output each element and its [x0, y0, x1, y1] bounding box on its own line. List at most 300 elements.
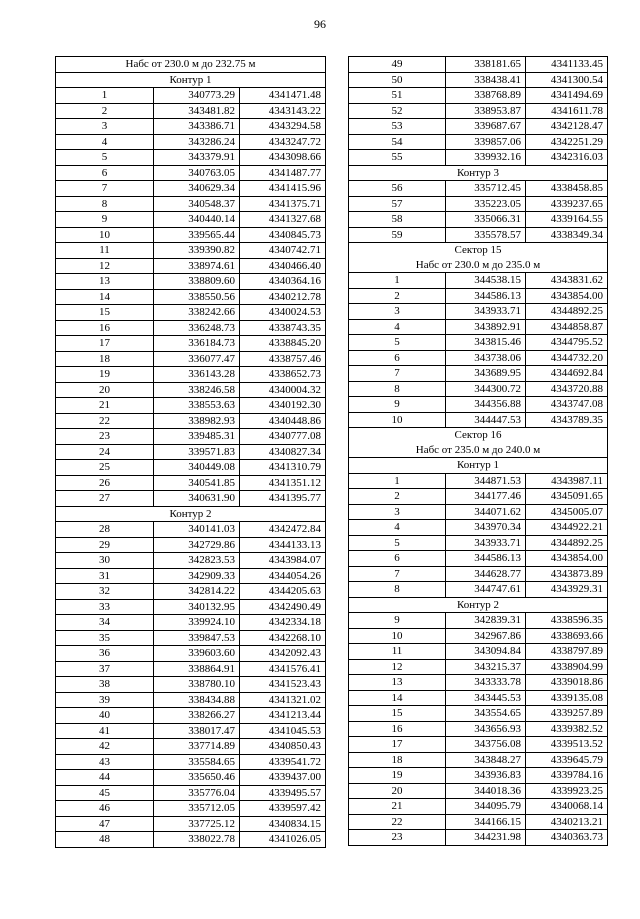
sector-range: Набс от 235.0 м до 240.0 м [415, 443, 541, 456]
coord-y: 4339237.65 [526, 196, 608, 212]
coord-x: 340763.05 [154, 165, 240, 181]
point-number: 11 [56, 243, 154, 259]
coord-x: 344177.46 [446, 489, 526, 505]
coord-x: 338242.66 [154, 305, 240, 321]
table-row [56, 491, 326, 507]
point-number: 50 [349, 72, 446, 88]
coord-y: 4343987.11 [526, 473, 608, 489]
table-row [349, 196, 608, 212]
point-number: 7 [349, 566, 446, 582]
coord-x: 340773.29 [154, 88, 240, 104]
coord-y: 4339164.55 [526, 212, 608, 228]
point-number: 55 [349, 150, 446, 166]
point-number: 9 [349, 613, 446, 629]
coord-x: 339924.10 [154, 615, 240, 631]
point-number: 38 [56, 677, 154, 693]
coord-x: 340631.90 [154, 491, 240, 507]
coord-x: 335584.65 [154, 754, 240, 770]
contour-label-row [56, 72, 326, 88]
sector-label: Сектор 15 [454, 244, 502, 256]
coord-y: 4340834.15 [240, 816, 326, 832]
coord-x: 339603.60 [154, 646, 240, 662]
point-number: 14 [349, 690, 446, 706]
coord-y: 4340742.71 [240, 243, 326, 259]
coord-x: 344586.13 [446, 551, 526, 567]
coord-y: 4344054.26 [240, 568, 326, 584]
coord-x: 343286.24 [154, 134, 240, 150]
coord-x: 342729.86 [154, 537, 240, 553]
coord-x: 339565.44 [154, 227, 240, 243]
table-row [349, 582, 608, 598]
table-row [56, 677, 326, 693]
coord-x: 343738.06 [446, 350, 526, 366]
coord-x: 335712.45 [446, 181, 526, 197]
coord-x: 338550.56 [154, 289, 240, 305]
coord-x: 338434.88 [154, 692, 240, 708]
point-number: 2 [349, 288, 446, 304]
coord-y: 4339597.42 [240, 801, 326, 817]
coord-y: 4343789.35 [526, 412, 608, 428]
table-row [349, 675, 608, 691]
coord-x: 336184.73 [154, 336, 240, 352]
table-row [349, 88, 608, 104]
table-row [349, 768, 608, 784]
point-number: 13 [56, 274, 154, 290]
point-number: 22 [56, 413, 154, 429]
coord-y: 4339541.72 [240, 754, 326, 770]
coord-y: 4341045.53 [240, 723, 326, 739]
point-number: 9 [56, 212, 154, 228]
point-number: 37 [56, 661, 154, 677]
table-row [56, 739, 326, 755]
coord-x: 343333.78 [446, 675, 526, 691]
coord-x: 338864.91 [154, 661, 240, 677]
coordinates-table-right [348, 56, 608, 846]
coord-x: 335650.46 [154, 770, 240, 786]
point-number: 42 [56, 739, 154, 755]
coord-x: 342839.31 [446, 613, 526, 629]
coord-x: 344447.53 [446, 412, 526, 428]
table-row [349, 304, 608, 320]
point-number: 35 [56, 630, 154, 646]
coord-x: 337725.12 [154, 816, 240, 832]
table-row [349, 72, 608, 88]
coord-x: 342814.22 [154, 584, 240, 600]
contour-label: Контур 2 [349, 597, 608, 613]
coord-x: 339390.82 [154, 243, 240, 259]
coord-y: 4338596.35 [526, 613, 608, 629]
contour-label: Контур 3 [349, 165, 608, 181]
coord-y: 4342092.43 [240, 646, 326, 662]
point-number: 33 [56, 599, 154, 615]
table-row [56, 537, 326, 553]
coord-y: 4341375.71 [240, 196, 326, 212]
table-row [349, 799, 608, 815]
coord-y: 4339784.16 [526, 768, 608, 784]
sector-header [349, 243, 608, 273]
coord-y: 4340192.30 [240, 398, 326, 414]
coord-x: 335776.04 [154, 785, 240, 801]
table-row [56, 475, 326, 491]
contour-label-row [349, 597, 608, 613]
contour-label-row [349, 458, 608, 474]
table-row [349, 397, 608, 413]
point-number: 41 [56, 723, 154, 739]
sector-header-row [349, 243, 608, 273]
coord-x: 343386.71 [154, 119, 240, 135]
point-number: 29 [56, 537, 154, 553]
point-number: 18 [349, 752, 446, 768]
table-row [56, 336, 326, 352]
point-number: 12 [349, 659, 446, 675]
table-row [349, 288, 608, 304]
coord-x: 335223.05 [446, 196, 526, 212]
table-row [56, 413, 326, 429]
point-number: 21 [56, 398, 154, 414]
table-row [56, 258, 326, 274]
table-row [349, 181, 608, 197]
point-number: 11 [349, 644, 446, 660]
coord-x: 343554.65 [446, 706, 526, 722]
coord-y: 4340845.73 [240, 227, 326, 243]
point-number: 3 [349, 504, 446, 520]
table-row [56, 289, 326, 305]
table-row [349, 520, 608, 536]
point-number: 1 [349, 273, 446, 289]
point-number: 53 [349, 119, 446, 135]
coord-x: 342909.33 [154, 568, 240, 584]
table-row [349, 350, 608, 366]
point-number: 20 [349, 783, 446, 799]
coord-x: 343756.08 [446, 737, 526, 753]
sector-range: Набс от 230.0 м до 235.0 м [415, 258, 541, 271]
coord-y: 4343929.31 [526, 582, 608, 598]
table-row [56, 382, 326, 398]
point-number: 56 [349, 181, 446, 197]
table-row [56, 832, 326, 848]
table-row [56, 274, 326, 290]
point-number: 5 [349, 335, 446, 351]
coord-y: 4341351.12 [240, 475, 326, 491]
point-number: 24 [56, 444, 154, 460]
point-number: 2 [349, 489, 446, 505]
point-number: 19 [349, 768, 446, 784]
point-number: 22 [349, 814, 446, 830]
coord-y: 4338743.35 [240, 320, 326, 336]
coord-y: 4341471.48 [240, 88, 326, 104]
coord-x: 344356.88 [446, 397, 526, 413]
coord-y: 4342128.47 [526, 119, 608, 135]
coord-x: 336248.73 [154, 320, 240, 336]
coord-x: 342967.86 [446, 628, 526, 644]
table-row [56, 351, 326, 367]
coord-x: 340141.03 [154, 522, 240, 538]
table-row [349, 57, 608, 73]
coord-x: 338780.10 [154, 677, 240, 693]
table-row [56, 444, 326, 460]
coord-y: 4338349.34 [526, 227, 608, 243]
coord-y: 4341487.77 [240, 165, 326, 181]
point-number: 40 [56, 708, 154, 724]
table-row [56, 584, 326, 600]
coord-y: 4343831.62 [526, 273, 608, 289]
table-row [56, 320, 326, 336]
point-number: 17 [56, 336, 154, 352]
table-row [349, 227, 608, 243]
coord-x: 338982.93 [154, 413, 240, 429]
coord-x: 338953.87 [446, 103, 526, 119]
coord-x: 339687.67 [446, 119, 526, 135]
coord-y: 4341415.96 [240, 181, 326, 197]
sector-label: Сектор 16 [454, 429, 502, 441]
coord-y: 4340212.78 [240, 289, 326, 305]
table-row [56, 599, 326, 615]
point-number: 52 [349, 103, 446, 119]
coord-y: 4345091.65 [526, 489, 608, 505]
coord-y: 4340004.32 [240, 382, 326, 398]
coord-y: 4343747.08 [526, 397, 608, 413]
point-number: 36 [56, 646, 154, 662]
coord-y: 4340364.16 [240, 274, 326, 290]
coord-x: 339847.53 [154, 630, 240, 646]
coord-x: 340541.85 [154, 475, 240, 491]
coord-y: 4341133.45 [526, 57, 608, 73]
table-row [349, 366, 608, 382]
contour-label: Контур 1 [349, 458, 608, 474]
point-number: 4 [349, 319, 446, 335]
point-number: 4 [349, 520, 446, 536]
point-number: 5 [349, 535, 446, 551]
coord-y: 4343854.00 [526, 551, 608, 567]
point-number: 16 [349, 721, 446, 737]
coord-y: 4338797.89 [526, 644, 608, 660]
point-number: 30 [56, 553, 154, 569]
coord-x: 343970.34 [446, 520, 526, 536]
point-number: 7 [349, 366, 446, 382]
coord-y: 4339513.52 [526, 737, 608, 753]
table-row [56, 770, 326, 786]
coord-x: 344538.15 [446, 273, 526, 289]
contour-label: Контур 2 [56, 506, 326, 522]
table-row [56, 212, 326, 228]
table-row [349, 134, 608, 150]
coord-x: 343815.46 [446, 335, 526, 351]
point-number: 45 [56, 785, 154, 801]
point-number: 3 [56, 119, 154, 135]
coord-x: 343933.71 [446, 304, 526, 320]
point-number: 6 [56, 165, 154, 181]
point-number: 39 [56, 692, 154, 708]
point-number: 8 [56, 196, 154, 212]
point-number: 17 [349, 737, 446, 753]
coord-y: 4344732.20 [526, 350, 608, 366]
table-row [56, 227, 326, 243]
table-row [56, 723, 326, 739]
coord-y: 4339257.89 [526, 706, 608, 722]
coord-y: 4338693.66 [526, 628, 608, 644]
table-row [56, 646, 326, 662]
point-number: 23 [349, 830, 446, 846]
table-row [56, 553, 326, 569]
coord-y: 4340827.34 [240, 444, 326, 460]
coord-y: 4340448.86 [240, 413, 326, 429]
contour-label-row [56, 506, 326, 522]
coord-x: 338974.61 [154, 258, 240, 274]
point-number: 21 [349, 799, 446, 815]
point-number: 51 [349, 88, 446, 104]
coord-x: 343689.95 [446, 366, 526, 382]
table-row [56, 630, 326, 646]
point-number: 9 [349, 397, 446, 413]
coord-y: 4341310.79 [240, 460, 326, 476]
point-number: 6 [349, 551, 446, 567]
point-number: 15 [349, 706, 446, 722]
table-row [349, 489, 608, 505]
point-number: 1 [56, 88, 154, 104]
coord-y: 4343098.66 [240, 150, 326, 166]
coord-y: 4338652.73 [240, 367, 326, 383]
table-row [56, 243, 326, 259]
table-row [349, 566, 608, 582]
contour-label-row [349, 165, 608, 181]
coord-x: 344871.53 [446, 473, 526, 489]
coord-y: 4340850.43 [240, 739, 326, 755]
coord-y: 4339923.25 [526, 783, 608, 799]
coord-y: 4341300.54 [526, 72, 608, 88]
coord-x: 335712.05 [154, 801, 240, 817]
coord-y: 4338845.20 [240, 336, 326, 352]
coord-x: 336143.28 [154, 367, 240, 383]
coord-x: 343848.27 [446, 752, 526, 768]
coord-x: 335066.31 [446, 212, 526, 228]
coord-x: 343445.53 [446, 690, 526, 706]
coord-y: 4344892.25 [526, 304, 608, 320]
point-number: 3 [349, 304, 446, 320]
table-row [56, 816, 326, 832]
coord-x: 340629.34 [154, 181, 240, 197]
table-row [349, 119, 608, 135]
coord-y: 4341327.68 [240, 212, 326, 228]
table-row [349, 551, 608, 567]
table-row [349, 783, 608, 799]
coord-x: 343892.91 [446, 319, 526, 335]
coord-y: 4340363.73 [526, 830, 608, 846]
coord-y: 4344922.21 [526, 520, 608, 536]
table-row [349, 504, 608, 520]
coord-y: 4341576.41 [240, 661, 326, 677]
coord-x: 343094.84 [446, 644, 526, 660]
coord-x: 344231.98 [446, 830, 526, 846]
point-number: 23 [56, 429, 154, 445]
section-title-row [56, 57, 326, 73]
table-row [349, 613, 608, 629]
coord-x: 338809.60 [154, 274, 240, 290]
sector-header [349, 428, 608, 458]
point-number: 57 [349, 196, 446, 212]
table-row [349, 273, 608, 289]
coord-y: 4339437.00 [240, 770, 326, 786]
coord-x: 338438.41 [446, 72, 526, 88]
table-row [349, 103, 608, 119]
table-row [56, 103, 326, 119]
point-number: 19 [56, 367, 154, 383]
point-number: 12 [56, 258, 154, 274]
coord-y: 4344133.13 [240, 537, 326, 553]
point-number: 58 [349, 212, 446, 228]
table-row [56, 119, 326, 135]
coord-y: 4341395.77 [240, 491, 326, 507]
coord-x: 343481.82 [154, 103, 240, 119]
table-row [56, 88, 326, 104]
point-number: 46 [56, 801, 154, 817]
table-row [349, 381, 608, 397]
point-number: 4 [56, 134, 154, 150]
point-number: 27 [56, 491, 154, 507]
point-number: 1 [349, 473, 446, 489]
coord-y: 4342251.29 [526, 134, 608, 150]
point-number: 25 [56, 460, 154, 476]
coord-x: 338017.47 [154, 723, 240, 739]
table-row [56, 134, 326, 150]
point-number: 31 [56, 568, 154, 584]
coord-y: 4344205.63 [240, 584, 326, 600]
coord-y: 4339018.86 [526, 675, 608, 691]
coord-x: 343656.93 [446, 721, 526, 737]
coord-y: 4342490.49 [240, 599, 326, 615]
table-row [349, 319, 608, 335]
table-row [56, 196, 326, 212]
coord-y: 4341523.43 [240, 677, 326, 693]
coord-x: 336077.47 [154, 351, 240, 367]
coord-x: 338246.58 [154, 382, 240, 398]
table-row [56, 754, 326, 770]
table-row [349, 644, 608, 660]
point-number: 34 [56, 615, 154, 631]
coord-y: 4344795.52 [526, 335, 608, 351]
table-row [56, 692, 326, 708]
coord-x: 337714.89 [154, 739, 240, 755]
coord-y: 4342334.18 [240, 615, 326, 631]
coord-x: 344095.79 [446, 799, 526, 815]
coord-y: 4343854.00 [526, 288, 608, 304]
table-row [56, 568, 326, 584]
table-row [56, 398, 326, 414]
coord-x: 340548.37 [154, 196, 240, 212]
coord-y: 4340068.14 [526, 799, 608, 815]
coord-x: 343933.71 [446, 535, 526, 551]
coord-y: 4341494.69 [526, 88, 608, 104]
coord-y: 4342268.10 [240, 630, 326, 646]
coord-y: 4343143.22 [240, 103, 326, 119]
coord-y: 4343247.72 [240, 134, 326, 150]
coord-x: 339485.31 [154, 429, 240, 445]
point-number: 8 [349, 381, 446, 397]
point-number: 13 [349, 675, 446, 691]
coord-y: 4341026.05 [240, 832, 326, 848]
coord-y: 4339382.52 [526, 721, 608, 737]
coord-y: 4343294.58 [240, 119, 326, 135]
coord-x: 338022.78 [154, 832, 240, 848]
coord-x: 343215.37 [446, 659, 526, 675]
table-row [349, 212, 608, 228]
point-number: 8 [349, 582, 446, 598]
table-row [349, 412, 608, 428]
coord-y: 4344692.84 [526, 366, 608, 382]
coord-x: 338266.27 [154, 708, 240, 724]
point-number: 49 [349, 57, 446, 73]
table-row [56, 367, 326, 383]
coord-x: 339857.06 [446, 134, 526, 150]
